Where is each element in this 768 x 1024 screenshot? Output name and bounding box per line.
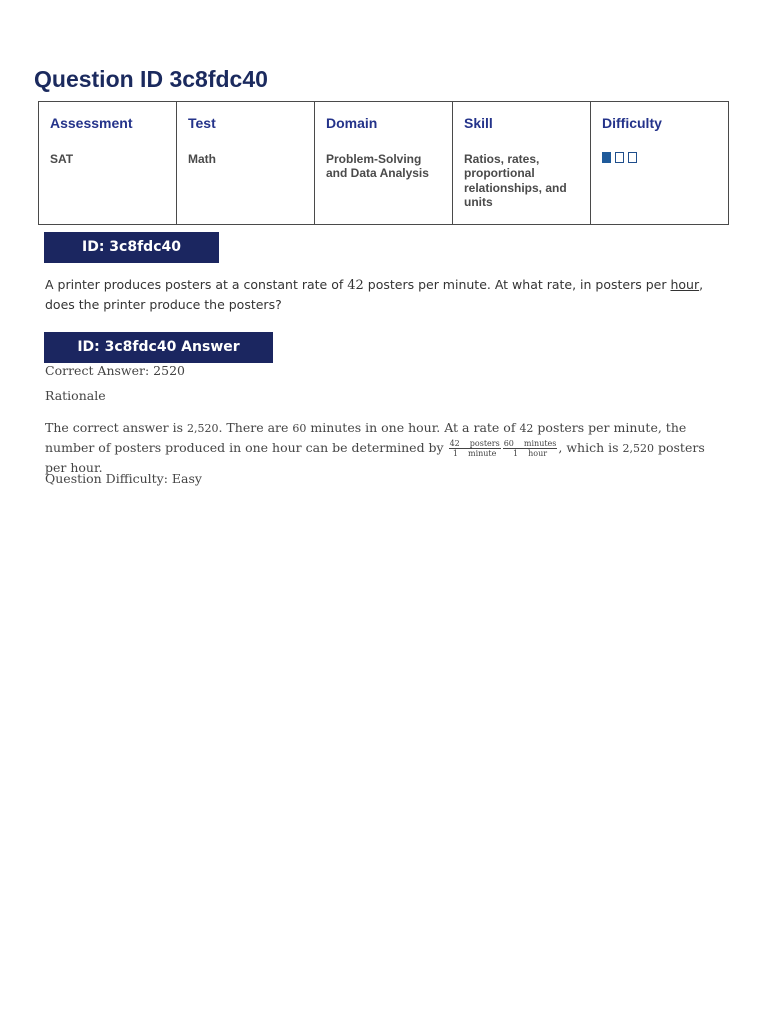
question-unit-hour: hour [670,277,700,292]
fraction-numerator-unit: minutes [523,439,557,448]
rationale-result-value: 2,520 [622,442,655,455]
question-metadata-table [38,101,729,225]
rationale-text-part: The correct answer is [45,420,187,435]
fraction-denominator-unit: minute [467,449,497,458]
rationale-text [45,418,725,477]
correct-answer: Correct Answer: 2520 [45,363,185,378]
fraction-numerator: 42 [449,439,460,448]
fraction-numerator-unit: posters [469,439,500,448]
domain-value: Problem-Solving and Data Analysis [326,152,429,181]
skill-cell [453,102,591,225]
difficulty-box-empty [628,152,637,163]
rationale-text-part: minutes in one hour. At a rate of [306,420,520,435]
question-text-part: A printer produces posters at a constant rate of [45,277,348,292]
rationale-text-part: . There are [218,420,293,435]
test-value: Math [188,152,216,166]
difficulty-cell [591,102,729,225]
rationale-minutes-value: 60 [292,422,307,435]
assessment-value: SAT [50,152,74,166]
domain-header: Domain [326,115,378,131]
rationale-text-part: , which is [558,440,623,455]
fraction-numerator: 60 [503,439,514,448]
domain-cell [315,102,453,225]
fraction-denominator: 1 [513,449,519,458]
question-text [45,276,725,314]
rationale-rate-value: 42 [519,422,534,435]
fraction-minutes-per-hour [503,439,558,458]
question-id-banner: ID: 3c8fdc40 [44,232,219,263]
test-cell [177,102,315,225]
test-header: Test [188,115,216,131]
assessment-header: Assessment [50,115,133,131]
rationale-label: Rationale [45,388,106,403]
rationale-answer-value: 2,520 [186,422,219,435]
rationale-text-part: posters per hour. [45,440,705,475]
answer-id-banner: ID: 3c8fdc40 Answer [44,332,273,363]
page-title: Question ID 3c8fdc40 [34,66,268,92]
difficulty-box-filled [602,152,611,163]
question-difficulty: Question Difficulty: Easy [45,471,202,486]
fraction-denominator-unit: hour [528,449,548,458]
rationale-text-part: posters per minute, the number of posters produced in one hour can be determined by [45,420,687,455]
difficulty-header: Difficulty [602,115,662,131]
fraction-denominator: 1 [452,449,458,458]
skill-value: Ratios, rates, proportional relationships, and units [464,152,567,210]
question-text-part: , does the printer produce the posters? [45,277,704,312]
fraction-posters-per-minute [449,439,501,458]
skill-header: Skill [464,115,493,131]
difficulty-box-empty [615,152,624,163]
difficulty-indicator [602,152,717,163]
question-text-part: posters per minute. At what rate, in posters per [363,277,671,292]
assessment-cell [39,102,177,225]
question-rate-value: 42 [347,278,364,293]
